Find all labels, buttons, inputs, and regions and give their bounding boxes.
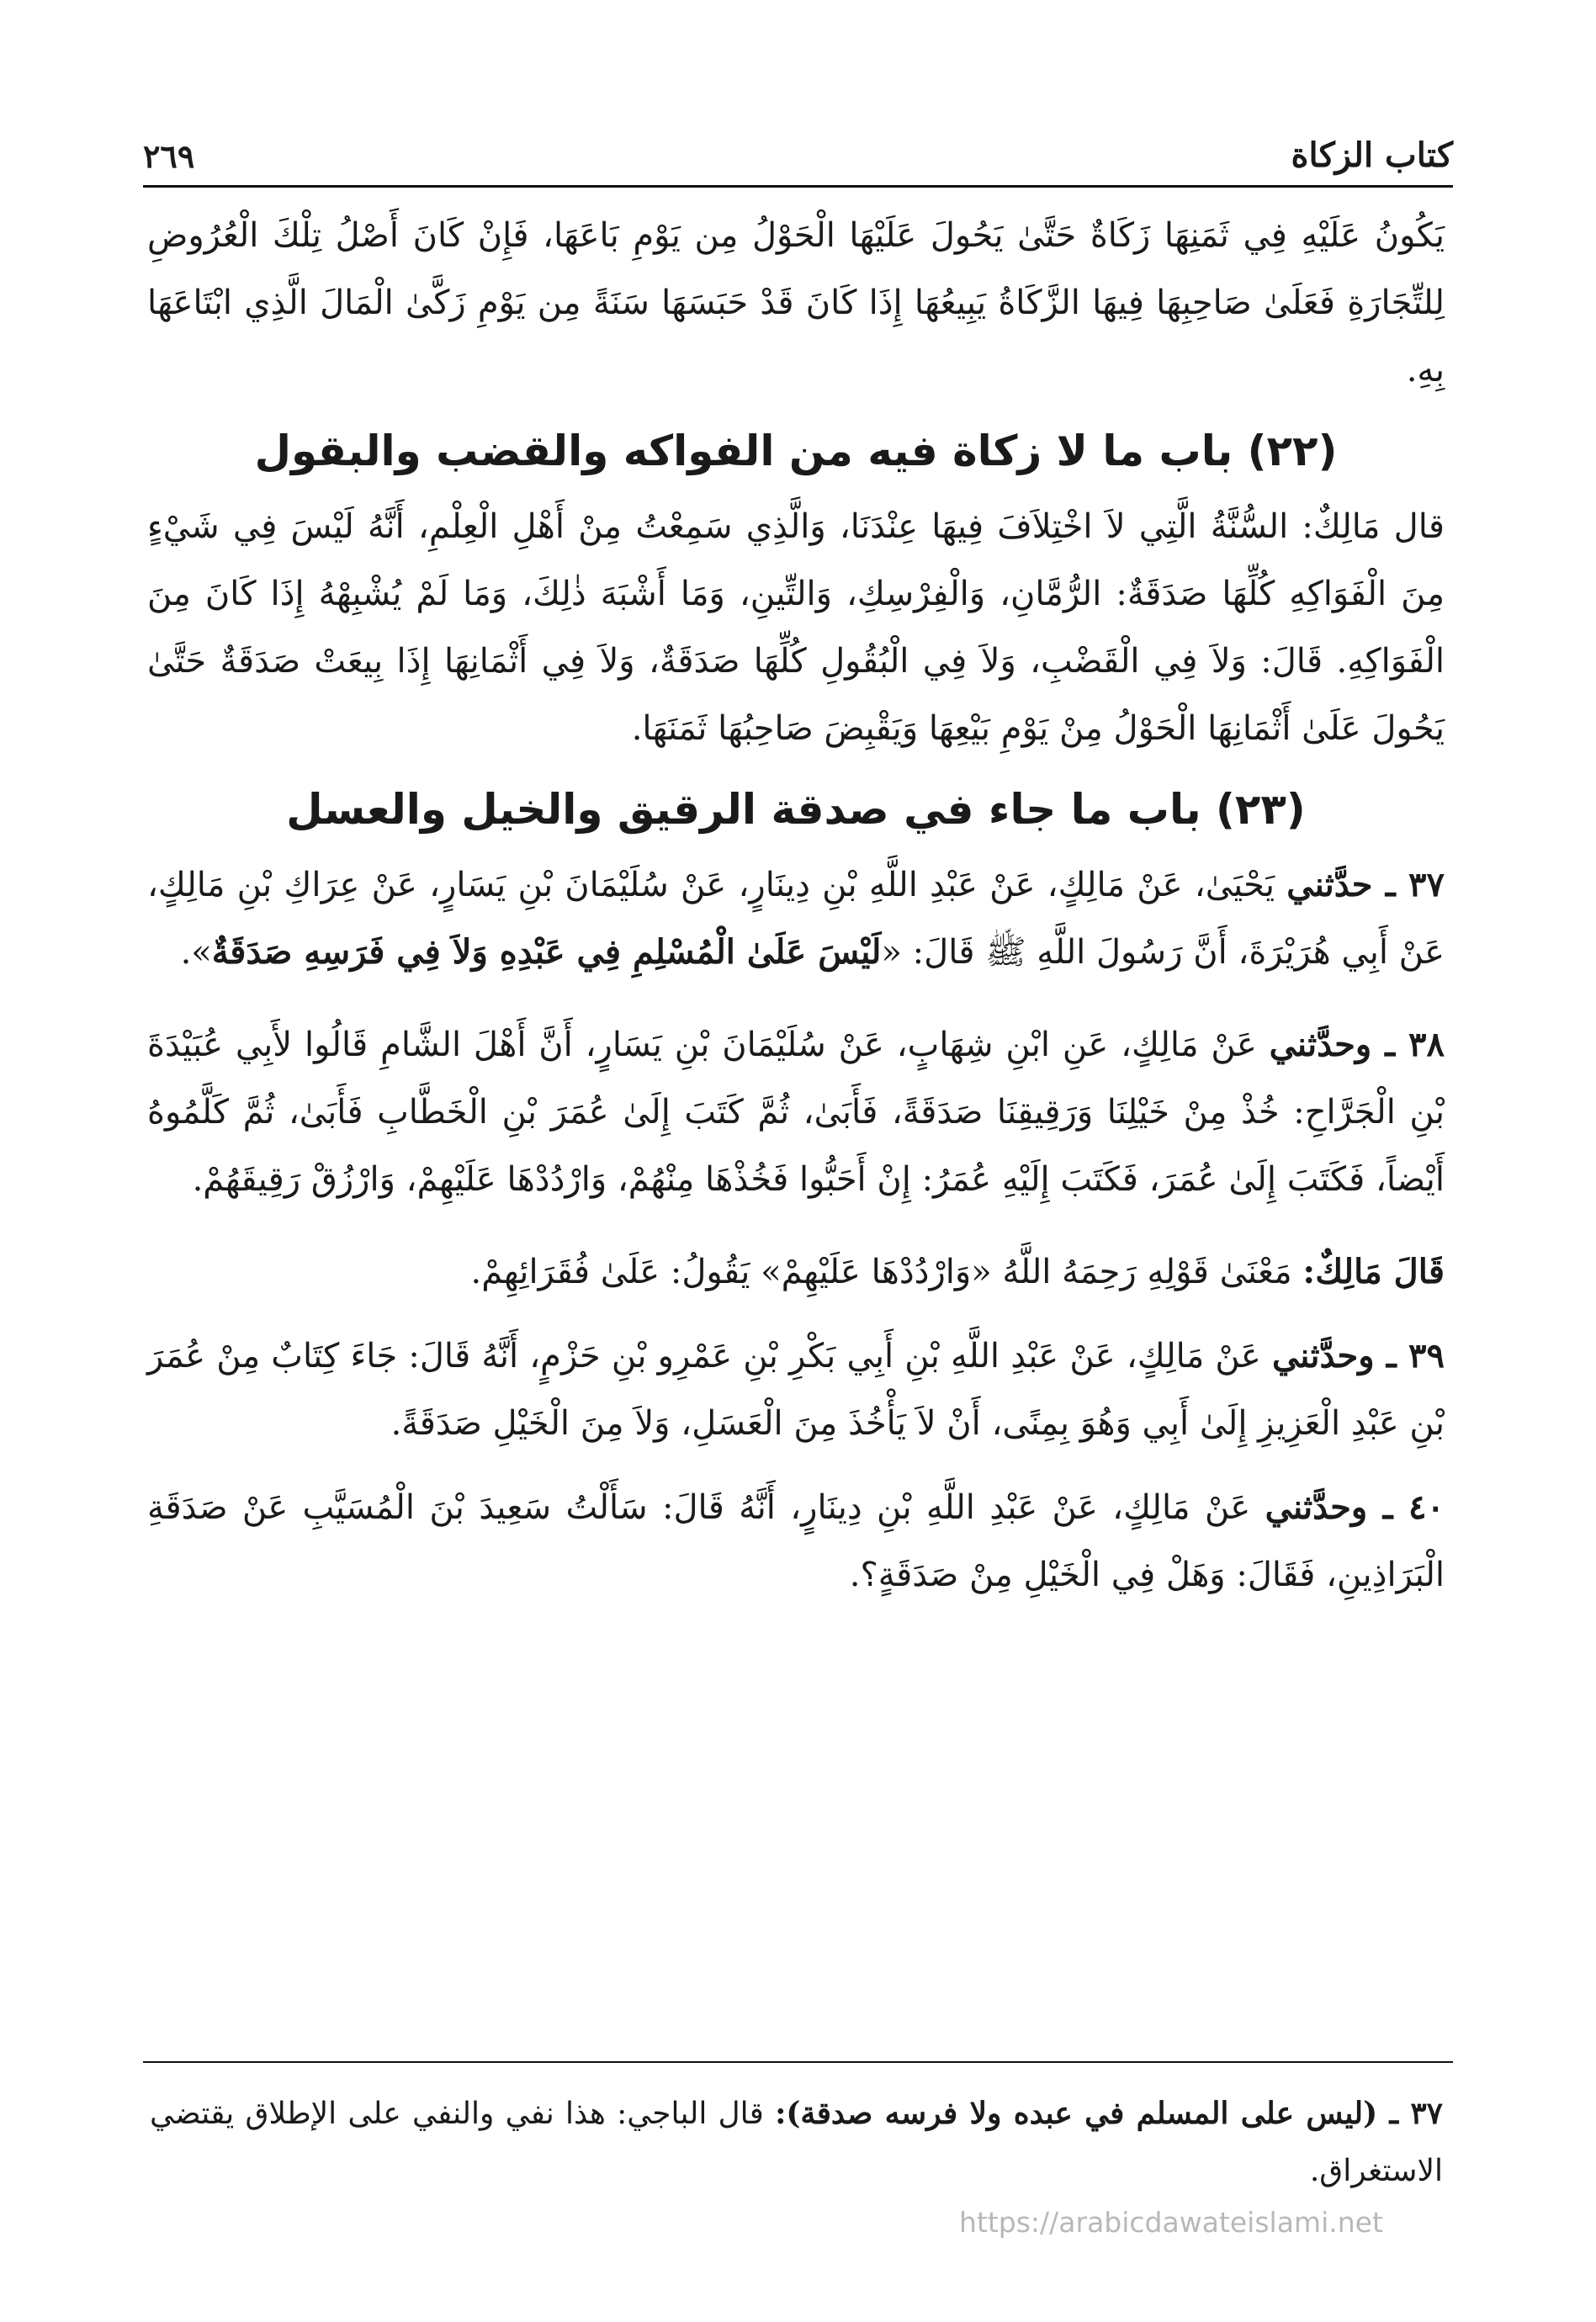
chapter-heading-22: (٢٢) باب ما لا زكاة فيه من الفواكه والقضب والبقول [254,427,1338,475]
hadith-39-text: عَنْ مَالِكٍ، عَنْ عَبْدِ اللَّهِ بْنِ أَبِي بَكْرِ بْنِ عَمْرِو بْنِ حَزْمٍ، أَنَّهُ قَالَ: جَاءَ كِتَابٌ مِنْ عُمَرَ بْنِ عَبْدِ الْعَزِيزِ إِلَىٰ أَبِي وَهُوَ بِمِنًى، أَنْ لاَ يَأْخُذَ مِنَ الْعَسَلِ، وَلاَ مِنَ الْخَيْلِ صَدَقَةً. [147,1337,1445,1443]
malik-comment-label: قَالَ مَالِكٌ: [1302,1252,1445,1291]
hadith-39 [147,1323,1445,1457]
hadith-37 [147,851,1445,986]
footnote-divider [143,2061,1453,2063]
hadith-38-text: عَنْ مَالِكٍ، عَنِ ابْنِ شِهَابٍ، عَنْ سُلَيْمَانَ بْنِ يَسَارٍ، أَنَّ أَهْلَ الشَّامِ قَالُوا لأَبِي عُبَيْدَةَ بْنِ الْجَرَّاحِ: خُذْ مِنْ خَيْلِنَا وَرَقِيقِنَا صَدَقَةً، فَأَبَىٰ، ثُمَّ كَتَبَ إِلَىٰ عُمَرَ بْنِ الْخَطَّابِ فَأَبَىٰ، ثُمَّ كَلَّمُوهُ أَيْضاً، فَكَتَبَ إِلَىٰ عُمَرَ، فَكَتَبَ إِلَيْهِ عُمَرُ: إِنْ أَحَبُّوا فَخُذْهَا مِنْهُمْ، وَارْدُدْهَا عَلَيْهِمْ، وَارْزُقْ رَقِيقَهُمْ. [147,1026,1445,1199]
hadith-38 [147,1011,1445,1213]
malik-comment-text: مَعْنَىٰ قَوْلِهِ رَحِمَهُ اللَّهُ «وَارْدُدْهَا عَلَيْهِمْ» يَقُولُ: عَلَىٰ فُقَرَائِهِمْ. [470,1253,1303,1291]
hadith-39-number: ٣٩ ـ وحدَّثني [1271,1336,1445,1376]
footnote-label: ٣٧ ـ (ليس على المسلم في عبده ولا فرسه صدقة): [775,2096,1443,2131]
hadith-37-end: ». [180,933,212,972]
hadith-38-number: ٣٨ ـ وحدَّثني [1269,1025,1445,1064]
malik-comment [147,1238,1445,1306]
footnote-text: قال الباجي: هذا نفي والنفي على الإطلاق يقتضي الاستغراق. [150,2097,1443,2188]
page-number: ٢٦٩ [143,137,195,175]
intro-paragraph: يَكُونُ عَلَيْهِ فِي ثَمَنِهَا زَكَاةٌ حَتَّىٰ يَحُولَ عَلَيْهَا الْحَوْلُ مِن يَوْمِ بَاعَهَا، فَإِنْ كَانَ أَصْلُ تِلْكَ الْعُرُوضِ لِلتِّجَارَةِ فَعَلَىٰ صَاحِبِهَا فِيهَا الزَّكَاةُ يَبِيعُهَا إِذَا كَانَ قَدْ حَبَسَهَا سَنَةً مِن يَوْمِ زَكَّىٰ الْمَالَ الَّذِي ابْتَاعَهَا بِهِ. [147,216,1445,390]
hadith-40-text: عَنْ مَالِكٍ، عَنْ عَبْدِ اللَّهِ بْنِ دِينَارٍ، أَنَّهُ قَالَ: سَأَلْتُ سَعِيدَ بْنَ الْمُسَيَّبِ عَنْ صَدَقَةِ الْبَرَاذِينِ، فَقَالَ: وَهَلْ فِي الْخَيْلِ مِنْ صَدَقَةٍ؟. [147,1488,1445,1594]
chapter-22-paragraph: قال مَالِكٌ: السُّنَّةُ الَّتِي لاَ اخْتِلاَفَ فِيهَا عِنْدَنَا، وَالَّذِي سَمِعْتُ مِنْ أَهْلِ الْعِلْمِ، أَنَّهُ لَيْسَ فِي شَيْءٍ مِنَ الْفَوَاكِهِ كُلِّهَا صَدَقَةٌ: الرُّمَّانِ، وَالْفِرْسِكِ، وَالتِّينِ، وَمَا أَشْبَهَ ذٰلِكَ، وَمَا لَمْ يُشْبِهْهُ إِذَا كَانَ مِنَ الْفَوَاكِهِ. قَالَ: وَلاَ فِي الْقَضْبِ، وَلاَ فِي الْبُقُولِ كُلِّهَا صَدَقَةٌ، وَلاَ فِي أَثْمَانِهَا إِذَا بِيعَتْ صَدَقَةٌ حَتَّىٰ يَحُولَ عَلَىٰ أَثْمَانِهَا الْحَوْلُ مِنْ يَوْمِ بَيْعِهَا وَيَقْبِضَ صَاحِبُهَا ثَمَنَهَا. [147,507,1445,748]
hadith-37-number: ٣٧ ـ حدَّثني [1286,865,1445,904]
header-divider [143,185,1453,188]
page-content [147,202,1445,1609]
chapter-heading-23: (٢٣) باب ما جاء في صدقة الرقيق والخيل والعسل [286,785,1306,834]
watermark-url: https://arabicdawateislami.net [959,2206,1383,2239]
hadith-37-text: يَحْيَىٰ، عَنْ مَالِكٍ، عَنْ عَبْدِ اللَّهِ بْنِ دِينَارٍ، عَنْ سُلَيْمَانَ بْنِ يَسَارٍ، عَنْ عِرَاكِ بْنِ مَالِكٍ، عَنْ أَبِي هُرَيْرَةَ، أَنَّ رَسُولَ اللَّهِ ﷺ قَالَ: « [147,866,1445,972]
hadith-40-number: ٤٠ ـ وحدَّثني [1265,1487,1445,1527]
hadith-40 [147,1474,1445,1609]
page-header [143,116,1453,175]
footnote-37 [150,2085,1443,2200]
hadith-37-quote: لَيْسَ عَلَىٰ الْمُسْلِمِ فِي عَبْدِهِ وَلاَ فِي فَرَسِهِ صَدَقَةٌ [211,932,882,972]
running-title: كتاب الزكاة [1291,135,1453,175]
